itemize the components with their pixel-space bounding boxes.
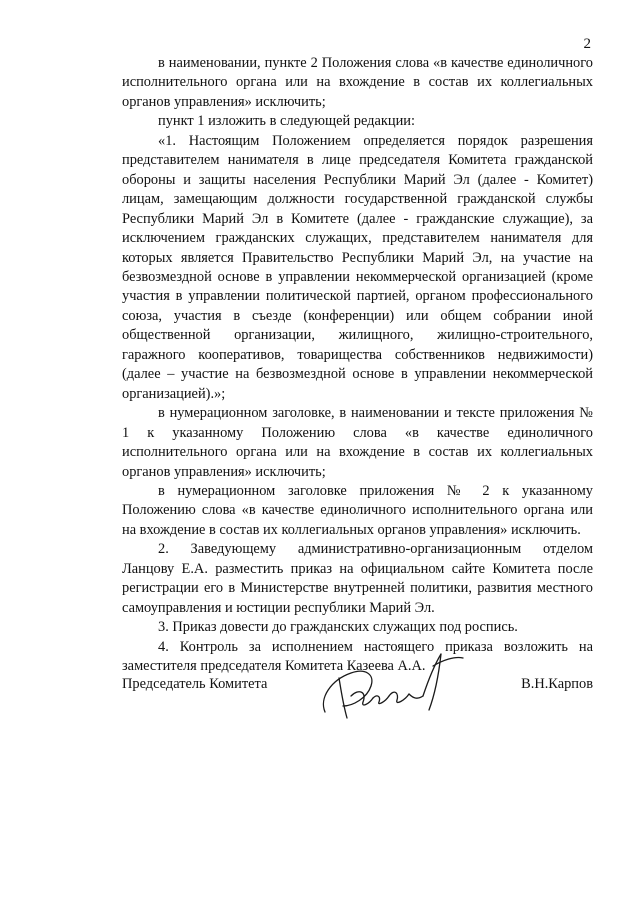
handwritten-signature [317, 648, 467, 726]
paragraph-appendix-2: в нумерационном заголовке приложения № 2 к указанному Положению слова «в качестве единоличного исполнительного органа или на вхождение в состав их коллегиальных органов управления» исключить. [122, 482, 593, 538]
signatory-name: В.Н.Карпов [521, 676, 593, 692]
paragraph-item-2: 2. Заведующему административно-организационным отделом Ланцову Е.А. разместить приказ на официальном сайте Комитета после регистрации его в Министерстве внутренней политики, развития местного самоуправления и юстиции республики Марий Эл. [122, 541, 593, 616]
paragraph-item-1-text: «1. Настоящим Положением определяется порядок разрешения представителем нанимателя в лице председателя Комитета гражданской обороны и защиты населения Республики Марий Эл (далее - Комитет) лицам, замещающим должности государственной гражданской службы Республики Марий Эл в Комитете (далее - гражданские служащие), за исключением гражданских служащих, представителем нанимателя для которых является Правительство Республики Марий Эл, на участие на безвозмездной основе в управлении некоммерческой организацией (кроме участия в управлении политической партией, органом профессионального союза, участия в съезде (конференции) или общем собрании иной общественной организации, жилищного, жилищно-строительного, гаражного кооперативов, товарищества собственников недвижимости) (далее – участие на безвозмездной основе в управлении некоммерческой организацией).»; [122, 132, 593, 402]
paragraph-item-4: 4. Контроль за исполнением настоящего приказа возложить на заместителя председателя Комитета Казеева А.А. [122, 638, 593, 675]
signatory-title: Председатель Комитета [122, 676, 268, 692]
paragraph-appendix-1: в нумерационном заголовке, в наименовании и тексте приложения № 1 к указанному Положению слова «в качестве единоличного исполнительного органа или на вхождение в состав их коллегиальных органов управления» исключить; [122, 405, 593, 480]
paragraph-item-1-intro: пункт 1 изложить в следующей редакции: [158, 113, 415, 130]
paragraph-name-change: в наименовании, пункте 2 Положения слова «в качестве единоличного исполнительного органа или на вхождение в состав их коллегиальных органов управления» исключить; [122, 55, 593, 110]
page-number: 2 [583, 36, 591, 52]
paragraph-item-3: 3. Приказ довести до гражданских служащих под роспись. [158, 619, 518, 636]
signature-row [122, 648, 593, 728]
document-body [122, 54, 593, 677]
